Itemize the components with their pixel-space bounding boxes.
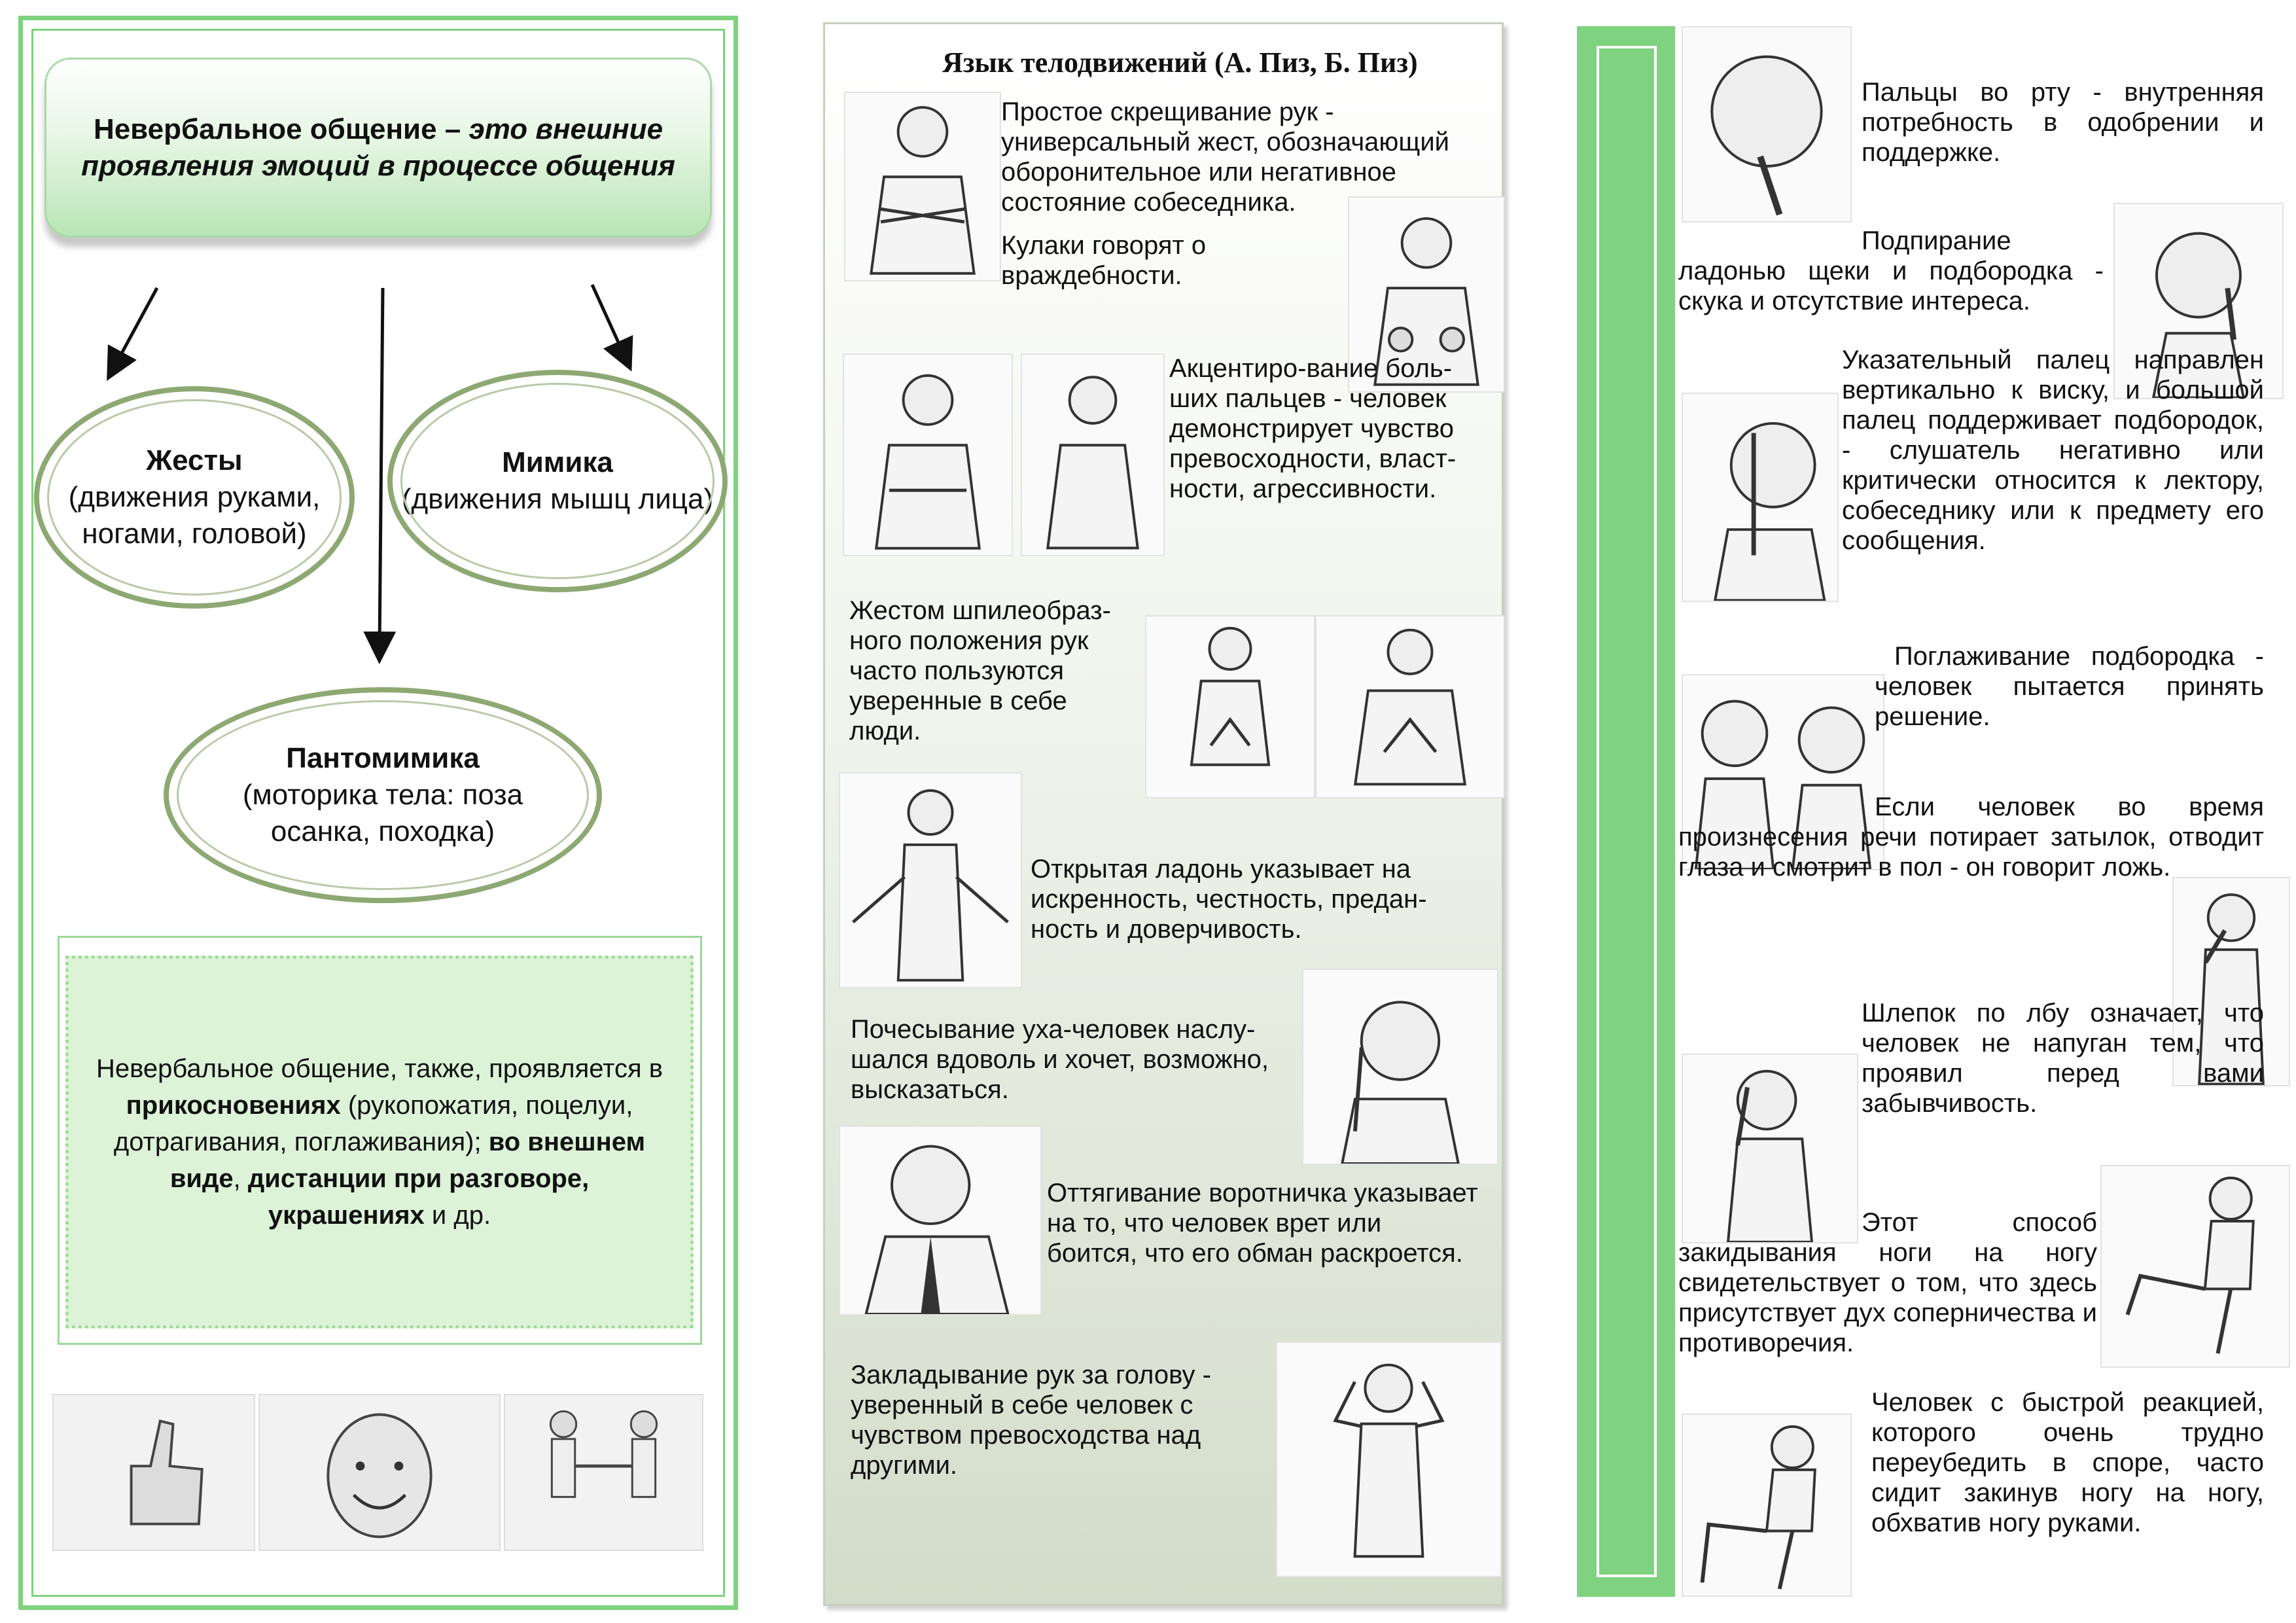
gestures-oval bbox=[34, 386, 355, 609]
p3-item-neck-rub: Если человек во время произнесения речи потирает затылок, отводит глаза и смотрит в пол - он говорит ложь. bbox=[1678, 793, 2264, 882]
p3-item-forehead: Шлепок по лбу означает, что человек не напуган тем, что проявил перед вами забывчивость. bbox=[1862, 999, 2264, 1118]
arrow-to-gestures bbox=[115, 288, 157, 366]
note-part: (рукопожатия, поцелуи, дотрагивания, поглаживания); bbox=[113, 1091, 633, 1156]
mimic-oval bbox=[387, 370, 728, 592]
p3-item-leg-clasp: Человек с быстрой реакцией, которого очень трудно переубедить в споре, часто сидит закинув ногу на ногу, обхватив ногу руками. bbox=[1871, 1388, 2264, 1537]
p3-item-crossed-legs: Этот способ закидывания ноги на ногу свидетельствует о том, что здесь присутствует дух соперничества и противоречия. bbox=[1678, 1208, 2097, 1357]
p3-item-cheek: Подпирание ладонью щеки и подбородка - скука и отсутствие интереса. bbox=[1678, 226, 2104, 315]
mimic-desc: (движения мышц лица) bbox=[401, 483, 714, 515]
p3-item-chin-stroke: Поглаживание подбородка - человек пытается принять решение. bbox=[1875, 642, 2264, 731]
mimic-title: Мимика bbox=[502, 446, 613, 478]
panel3-bar-frame bbox=[1597, 46, 1657, 1577]
figure-open-palm bbox=[839, 772, 1022, 988]
panto-oval bbox=[164, 687, 602, 903]
figure-steeple-2 bbox=[1315, 615, 1505, 798]
note-part: Невербальное общение, также, проявляется в bbox=[96, 1054, 663, 1083]
note-bold: дистанции при разговоре, украшениях bbox=[247, 1164, 590, 1230]
definition-lead: Невербальное общение – bbox=[93, 113, 469, 145]
definition-emphasis: это внешние проявления эмоций в процессе общения bbox=[81, 113, 675, 182]
note-bold: прикосновениях bbox=[126, 1091, 341, 1120]
p3-item-finger-temple: Указательный палец направлен вертикально к виску, и большой палец поддерживает подбородок, - слушатель негативно или критически относится к лектору, собеседнику или к предмету его сообщения. bbox=[1842, 346, 2264, 555]
figure-collar-pull bbox=[839, 1126, 1042, 1315]
p2-item-thumbs: Акцентиро-вание боль-ших пальцев - человек демонстрирует чувство превосходности, власт-ности, агрессивности. bbox=[1169, 354, 1457, 503]
figure-steeple-1 bbox=[1145, 615, 1315, 798]
p2-item-collar: Оттягивание воротничка указывает на то, что человек врет или боится, что его обман раскроется. bbox=[1047, 1179, 1478, 1268]
panto-desc: (моторика тела: поза осанка, походка) bbox=[242, 779, 523, 847]
definition-text bbox=[73, 111, 684, 185]
thumbs-up-photo bbox=[52, 1394, 255, 1551]
note-text bbox=[95, 1050, 664, 1234]
smiling-face-photo bbox=[258, 1394, 501, 1551]
p2-item-ear-scratch: Почесывание уха-человек наслу-шался вдоволь и хочет, возможно, высказаться. bbox=[851, 1015, 1269, 1104]
figure-thumbs-man bbox=[843, 353, 1013, 556]
figure-finger-to-temple bbox=[1682, 393, 1839, 602]
figure-hands-behind-head bbox=[1276, 1342, 1502, 1577]
panel2-title: Язык телодвижений (А. Пиз, Б. Пиз) bbox=[942, 46, 1418, 79]
figure-ear-scratch bbox=[1302, 969, 1498, 1165]
figure-leg-clasp bbox=[1682, 1414, 1852, 1597]
gestures-desc: (движения руками, ногами, головой) bbox=[68, 481, 321, 550]
note-bold: во внешнем виде bbox=[169, 1128, 646, 1193]
note-box bbox=[65, 955, 694, 1329]
figure-crossed-arms bbox=[844, 92, 1001, 281]
p2-item-open-palm: Открытая ладонь указывает на искренность, честность, предан-ность и доверчивость. bbox=[1031, 855, 1427, 944]
p2-item-fists: Кулаки говорят о враждебности. bbox=[1001, 231, 1207, 290]
arrow-to-mimic bbox=[592, 285, 625, 357]
p2-item-crossed-arms: Простое скрещивание рук - универсальный жест, обозначающий оборонительное или негативное состояние собеседника. bbox=[1001, 98, 1449, 217]
figure-fingers-in-mouth bbox=[1682, 26, 1852, 223]
handshake-photo bbox=[504, 1394, 703, 1551]
note-part: и др. bbox=[424, 1201, 491, 1230]
figure-crossed-legs-chair bbox=[2100, 1165, 2290, 1368]
figure-thumbs-woman bbox=[1021, 353, 1165, 556]
p3-item-fingers-mouth: Пальцы во рту - внутренняя потребность в одобрении и поддержке. bbox=[1862, 78, 2264, 167]
p2-item-steeple: Жестом шпилеобраз-ного положения рук часто пользуются уверенные в себе люди. bbox=[849, 596, 1111, 745]
definition-box bbox=[44, 58, 712, 238]
panto-title: Пантомимика bbox=[286, 742, 480, 774]
gestures-title: Жесты bbox=[146, 444, 243, 476]
arrow-to-panto bbox=[380, 288, 383, 648]
note-part: , bbox=[233, 1164, 248, 1193]
p2-item-hands-head: Закладывание рук за голову - уверенный в себе человек с чувством превосходства над другими. bbox=[851, 1361, 1211, 1480]
